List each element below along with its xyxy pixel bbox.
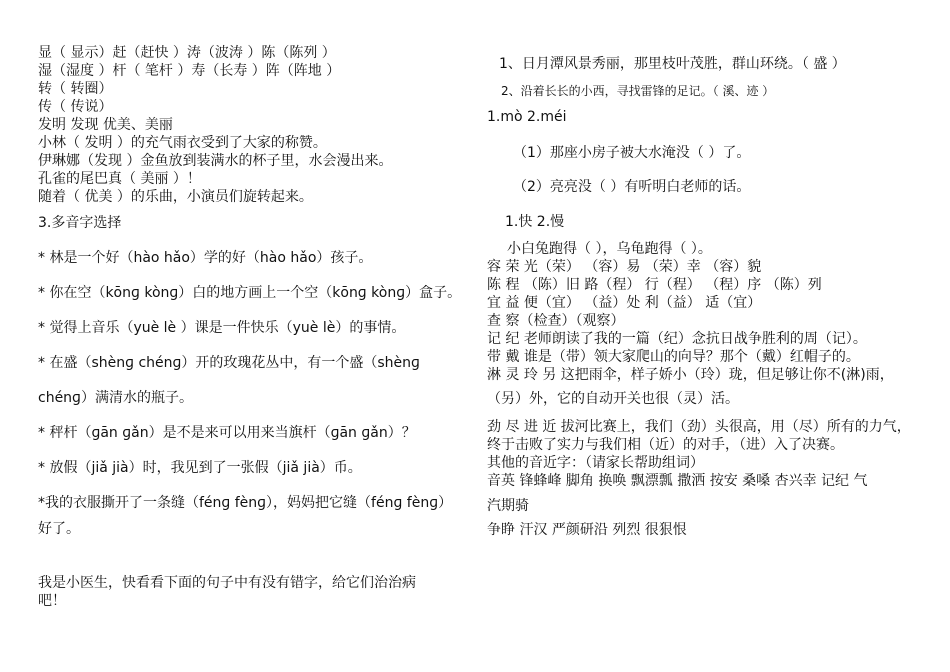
other-homophones-list: 争睁 汗汉 严颜研沿 列烈 很狠恨 — [487, 522, 687, 538]
correction-sentence: 2、沿着长长的小西，寻找雷锋的足记。（ 溪、迹 ） — [501, 84, 775, 98]
pinyin-question: （1）那座小房子被大水淹没（ ）了。 — [513, 145, 751, 161]
homophone-group: 淋 灵 玲 另 这把雨伞，样子娇小（玲）珑，但足够让你不(淋)雨， — [487, 367, 894, 383]
antonym-sentence: 小白兔跑得（ ），乌龟跑得（ ）。 — [507, 241, 712, 257]
polyphone-item: chénɡ）满清水的瓶子。 — [38, 390, 193, 406]
polyphone-item: *我的衣服撕开了一条缝（fénɡ fènɡ），妈妈把它缝（fénɡ fènɡ） — [38, 495, 453, 511]
pinyin-question: （2）亮亮没（ ）有听明白老师的话。 — [513, 179, 751, 195]
other-homophones-list: 音英 锋蜂峰 脚角 换唤 飘漂瓢 撒洒 按安 桑嗓 杏兴幸 记纪 气 — [487, 473, 868, 489]
word-line: 湿（湿度 ）杆（ 笔杆 ）寿（长寿 ）阵（阵地 ） — [38, 63, 341, 79]
polyphone-item: * 林是一个好（hào hǎo）学的好（hào hǎo）孩子。 — [38, 250, 373, 266]
homophone-group: 容 荣 光（荣） （容）易 （荣）幸 （容）貌 — [487, 259, 762, 275]
homophone-paragraph: 劲 尽 进 近 拔河比赛上，我们（劲）头很高，用（尽）所有的力气， — [487, 419, 911, 435]
polyphone-item: * 秤杆（ɡān ɡǎn）是不是来可以用来当旗杆（ɡān ɡǎn）？ — [38, 425, 416, 441]
homophone-group: 带 戴 谁是（带）领大家爬山的向导？那个（戴）红帽子的。 — [487, 349, 860, 365]
homophone-group: 查 察（检查）（观察） — [487, 313, 625, 329]
word-line: 发明 发现 优美、美丽 — [38, 117, 173, 133]
homophone-group: 宜 益 便（宜） （益）处 利（益） 适（宜） — [487, 295, 762, 311]
polyphone-item: * 觉得上音乐（yuè lè ）课是一件快乐（yuè lè）的事情。 — [38, 320, 406, 336]
word-line: 传（ 传说） — [38, 99, 113, 115]
homophone-group: （另）外，它的自动开关也很（灵）活。 — [487, 391, 739, 407]
pinyin-options: 1.mò 2.méi — [487, 109, 567, 125]
word-line: 转（ 转圈） — [38, 81, 113, 97]
polyphone-item: * 你在空（kōnɡ kònɡ）白的地方画上一个空（kōnɡ kònɡ）盒子。 — [38, 285, 462, 301]
fill-sentence: 孔雀的尾巴真（ 美丽 ）！ — [38, 171, 201, 187]
fill-sentence: 小林（ 发明 ）的充气雨衣受到了大家的称赞。 — [38, 135, 327, 151]
other-homophones-list: 汽期骑 — [487, 498, 529, 514]
other-homophones-title: 其他的音近字：（请家长帮助组词） — [487, 455, 704, 471]
fill-sentence: 随着（ 优美 ）的乐曲，小演员们旋转起来。 — [38, 189, 313, 205]
correction-sentence: 1、日月潭风景秀丽，那里枝叶茂胜，群山环绕。（ 盛 ） — [499, 56, 846, 72]
antonym-options: 1.快 2.慢 — [505, 214, 565, 230]
polyphone-item: 好了。 — [38, 521, 80, 537]
polyphone-section-title: 3.多音字选择 — [38, 215, 122, 231]
word-line: 显（ 显示）赶（赶快 ）涛（波涛 ）陈（陈列 ） — [38, 45, 336, 61]
polyphone-item: * 放假（jiǎ jià）时，我见到了一张假（jiǎ jià）币。 — [38, 460, 362, 476]
homophone-paragraph: 终于击败了实力与我们相（近）的对手，（进）入了决赛。 — [487, 437, 844, 453]
fill-sentence: 伊琳娜（发现 ）金鱼放到装满水的杯子里，水会漫出来。 — [38, 153, 393, 169]
doctor-instruction: 吧！ — [38, 593, 66, 609]
homophone-group: 陈 程 （陈）旧 路（程） 行（程） （程）序 （陈）列 — [487, 277, 822, 293]
doctor-instruction: 我是小医生，快看看下面的句子中有没有错字，给它们治治病 — [38, 575, 416, 591]
polyphone-item: * 在盛（shènɡ chénɡ）开的玫瑰花丛中，有一个盛（shènɡ — [38, 355, 420, 371]
homophone-group: 记 纪 老师朗读了我的一篇（纪）念抗日战争胜利的周（记）。 — [487, 331, 867, 347]
